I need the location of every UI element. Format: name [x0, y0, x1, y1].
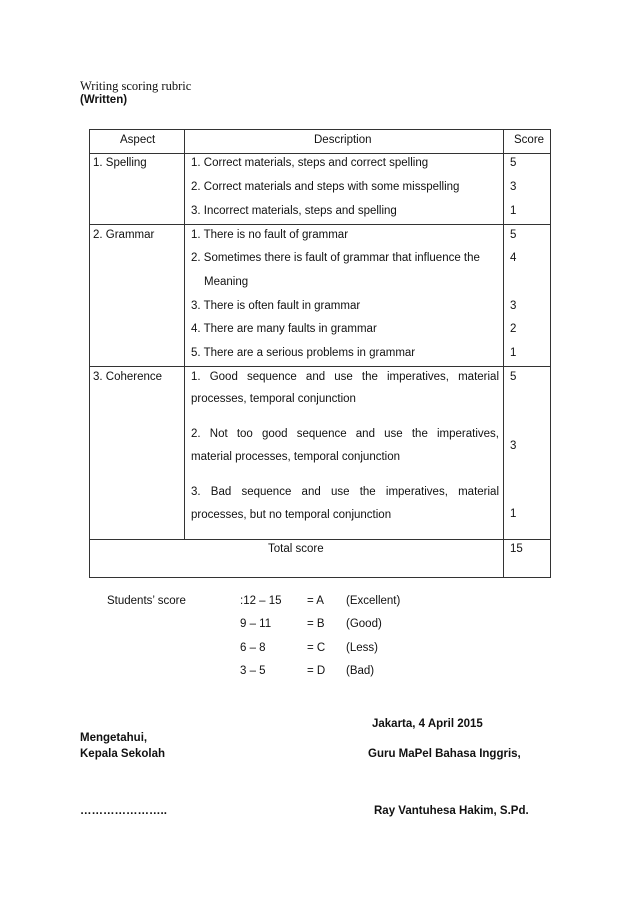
- coherence-score-3: 1: [510, 508, 517, 520]
- spelling-desc-2: 2. Correct materials and steps with some misspelling: [191, 181, 460, 193]
- grammar-desc-3: 3. There is often fault in grammar: [191, 300, 361, 312]
- mengetahui-label: Mengetahui,: [80, 732, 148, 744]
- score-range: 6 – 8: [240, 642, 266, 654]
- grammar-desc-2-cont: Meaning: [204, 276, 249, 288]
- score-grade-label: (Bad): [346, 665, 375, 677]
- spelling-score-1: 5: [510, 157, 517, 169]
- table-border-right: [550, 129, 551, 578]
- coherence-desc-2: 2. Not too good sequence and use the imperatives,: [191, 428, 499, 440]
- grammar-score-1: 5: [510, 229, 517, 241]
- grammar-score-4: 2: [510, 323, 517, 335]
- grammar-desc-5: 5. There are a serious problems in grammar: [191, 347, 416, 359]
- total-score-label: Total score: [268, 543, 324, 555]
- spelling-desc-1: 1. Correct materials, steps and correct spelling: [191, 157, 429, 169]
- total-score-value: 15: [510, 543, 523, 555]
- score-range: 9 – 11: [240, 618, 272, 630]
- coherence-score-1: 5: [510, 371, 517, 383]
- right-signer-title: Guru MaPel Bahasa Inggris,: [368, 748, 521, 760]
- table-border-top: [89, 129, 551, 130]
- left-signer-title: Kepala Sekolah: [80, 748, 166, 760]
- column-divider-score: [503, 129, 504, 578]
- coherence-desc-1: 1. Good sequence and use the imperatives, material: [191, 371, 499, 383]
- score-grade-letter: = C: [307, 642, 326, 654]
- coherence-score-2: 3: [510, 440, 517, 452]
- score-grade-label: (Less): [346, 642, 378, 654]
- grammar-desc-4: 4. There are many faults in grammar: [191, 323, 377, 335]
- table-border-left: [89, 129, 90, 578]
- spelling-score-3: 1: [510, 205, 517, 217]
- coherence-desc-1-cont: processes, temporal conjunction: [191, 393, 356, 405]
- header-aspect: Aspect: [120, 134, 156, 146]
- coherence-desc-2-cont: material processes, temporal conjunction: [191, 451, 401, 463]
- grammar-score-2: 4: [510, 252, 517, 264]
- right-signer-name: Ray Vantuhesa Hakim, S.Pd.: [374, 805, 529, 817]
- coherence-desc-3-cont: processes, but no temporal conjunction: [191, 509, 392, 521]
- aspect-grammar: 2. Grammar: [93, 229, 155, 241]
- spelling-score-2: 3: [510, 181, 517, 193]
- aspect-spelling: 1. Spelling: [93, 157, 147, 169]
- left-signer-name: …………………..: [80, 805, 167, 817]
- row-divider-coherence: [89, 539, 551, 540]
- grammar-desc-1: 1. There is no fault of grammar: [191, 229, 349, 241]
- score-grade-label: (Good): [346, 618, 382, 630]
- score-grade-letter: = B: [307, 618, 325, 630]
- header-divider: [89, 153, 551, 154]
- header-score: Score: [514, 134, 545, 146]
- students-score-label: Students’ score: [107, 595, 186, 607]
- place-date: Jakarta, 4 April 2015: [372, 718, 483, 730]
- score-grade-label: (Excellent): [346, 595, 401, 607]
- document-title: Writing scoring rubric: [80, 79, 192, 93]
- score-grade-letter: = D: [307, 665, 326, 677]
- spelling-desc-3: 3. Incorrect materials, steps and spelling: [191, 205, 397, 217]
- document-subtitle: (Written): [80, 94, 128, 106]
- aspect-coherence: 3. Coherence: [93, 371, 163, 383]
- score-range: :12 – 15: [240, 595, 282, 607]
- row-divider-spelling: [89, 224, 551, 225]
- coherence-desc-3: 3. Bad sequence and use the imperatives, material: [191, 486, 499, 498]
- score-grade-letter: = A: [307, 595, 324, 607]
- grammar-score-3: 3: [510, 300, 517, 312]
- column-divider-aspect: [184, 129, 185, 540]
- table-border-bottom: [89, 577, 551, 578]
- grammar-desc-2: 2. Sometimes there is fault of grammar that influence the: [191, 252, 480, 264]
- row-divider-grammar: [89, 366, 551, 367]
- header-description: Description: [314, 134, 372, 146]
- score-range: 3 – 5: [240, 665, 266, 677]
- grammar-score-5: 1: [510, 347, 517, 359]
